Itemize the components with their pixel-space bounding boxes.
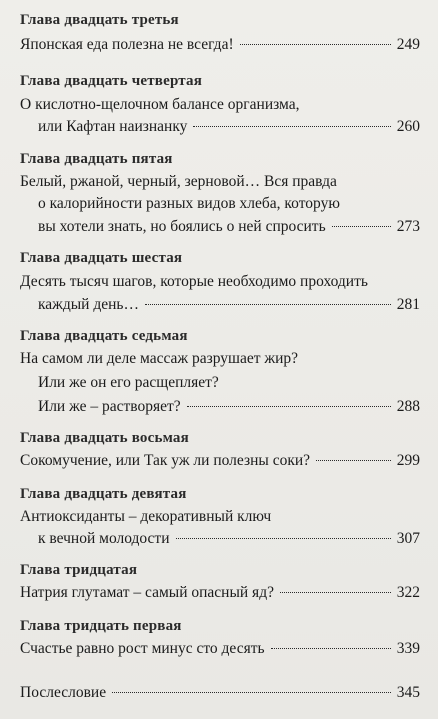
page-number: 345	[396, 684, 420, 701]
toc-entry[interactable]	[38, 398, 420, 416]
toc-entry[interactable]	[38, 296, 420, 314]
dot-leader	[176, 538, 391, 539]
page-number: 288	[396, 398, 420, 415]
dot-leader	[145, 304, 391, 305]
page-number: 260	[396, 118, 420, 135]
toc-entry[interactable]	[20, 640, 420, 658]
toc-entry[interactable]	[38, 218, 420, 236]
toc-entry[interactable]	[38, 530, 420, 548]
entry-title: Сокомучение, или Так уж ли полезны соки?	[20, 452, 311, 469]
entry-title-line: Или же он его расщепляет?	[38, 374, 219, 391]
dot-leader	[187, 406, 391, 407]
dot-leader	[280, 592, 391, 593]
entry-title-line: На самом ли деле массаж разрушает жир?	[20, 350, 299, 367]
chapter-heading: Глава тридцатая	[20, 562, 138, 578]
entry-title-line: Десять тысяч шагов, которые необходимо проходить	[20, 273, 368, 290]
chapter-heading: Глава двадцать девятая	[20, 486, 187, 502]
page-number: 299	[396, 452, 420, 469]
chapter-heading: Глава двадцать седьмая	[20, 328, 188, 344]
entry-title: каждый день…	[38, 296, 139, 313]
chapter-heading: Глава двадцать третья	[20, 12, 179, 28]
entry-title: или Кафтан наизнанку	[38, 118, 188, 135]
entry-title: Послесловие	[20, 684, 107, 701]
chapter-heading: Глава двадцать восьмая	[20, 430, 189, 446]
page-number: 281	[396, 296, 420, 313]
page-number: 307	[396, 530, 420, 547]
chapter-heading: Глава двадцать пятая	[20, 151, 173, 167]
toc-entry[interactable]	[20, 36, 420, 54]
dot-leader	[112, 692, 391, 693]
dot-leader	[240, 44, 391, 45]
entry-title-line: Белый, ржаной, черный, зерновой… Вся правда	[20, 173, 337, 190]
entry-title-line: О кислотно-щелочном балансе организма,	[20, 96, 300, 113]
dot-leader	[271, 648, 391, 649]
toc-entry[interactable]	[20, 452, 420, 470]
toc-entry-afterword[interactable]	[20, 684, 420, 702]
entry-title: Или же – растворяет?	[38, 398, 181, 415]
chapter-heading: Глава двадцать шестая	[20, 250, 183, 266]
page-number: 322	[396, 584, 420, 601]
page-number: 339	[396, 640, 420, 657]
dot-leader	[332, 226, 391, 227]
entry-title: вы хотели знать, но боялись о ней спросить	[38, 218, 326, 235]
entry-title: к вечной молодости	[38, 530, 170, 547]
chapter-heading: Глава двадцать четвертая	[20, 73, 203, 89]
page-number: 273	[396, 218, 420, 235]
entry-title-line: о калорийности разных видов хлеба, которую	[38, 195, 340, 212]
dot-leader	[193, 126, 390, 127]
entry-title: Натрия глутамат – самый опасный яд?	[20, 584, 274, 601]
entry-title: Японская еда полезна не всегда!	[20, 36, 234, 53]
entry-title: Счастье равно рост минус сто десять	[20, 640, 265, 657]
entry-title-line: Антиоксиданты – декоративный ключ	[20, 508, 272, 525]
toc-entry[interactable]	[38, 118, 420, 136]
toc-entry[interactable]	[20, 584, 420, 602]
dot-leader	[316, 460, 391, 461]
page-number: 249	[396, 36, 420, 53]
chapter-heading: Глава тридцать первая	[20, 618, 182, 634]
